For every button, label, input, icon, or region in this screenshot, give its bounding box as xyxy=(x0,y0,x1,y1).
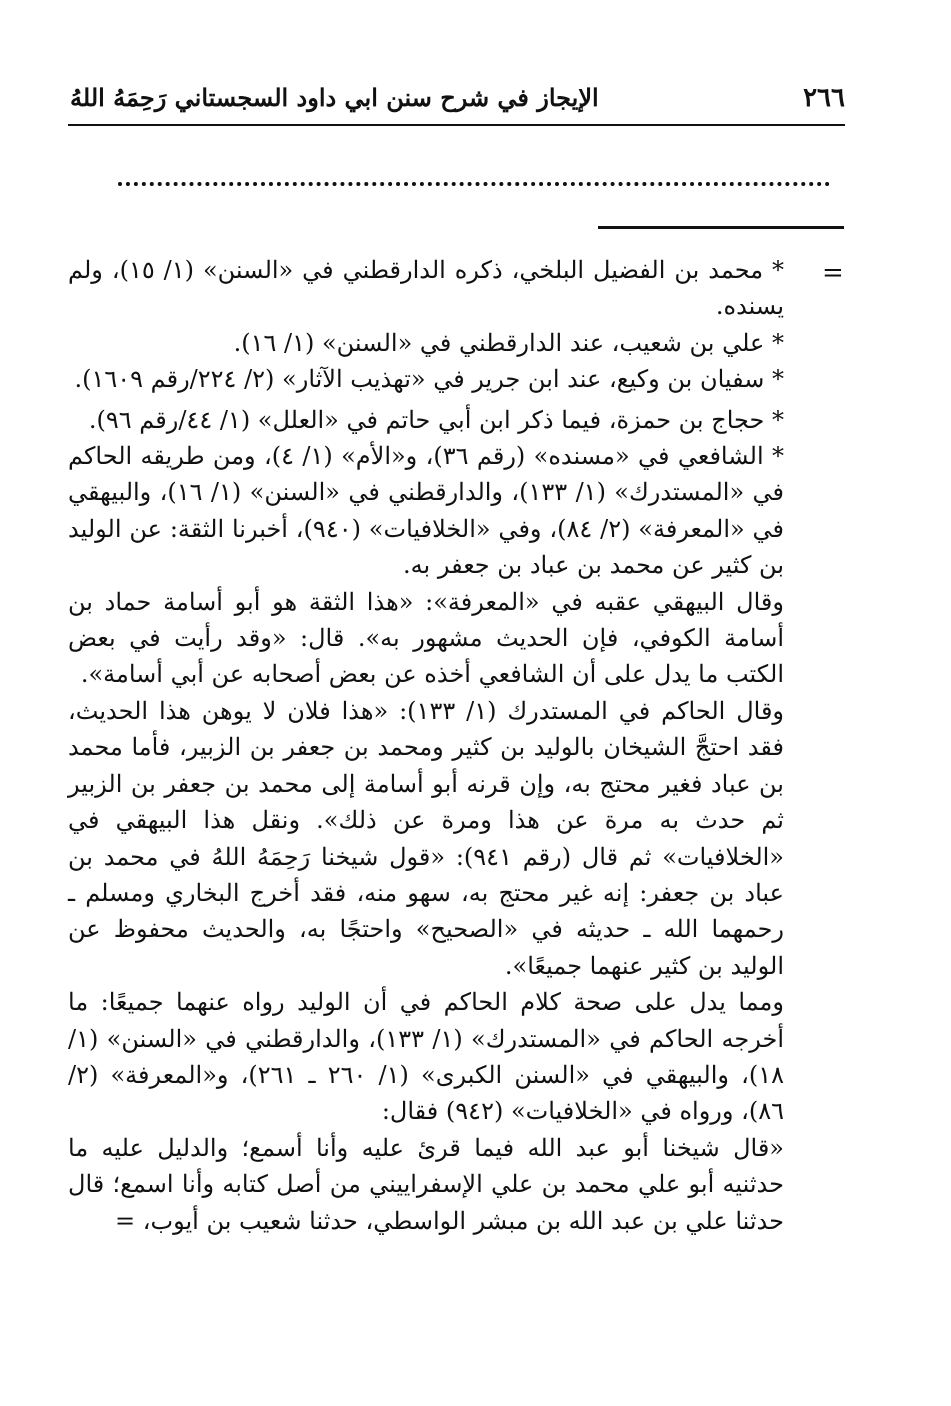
paragraph-narrator-2: * علي بن شعيب، عند الدارقطني في «السنن» (١/ ١٦). xyxy=(233,328,784,357)
paragraph-narrator-3: * سفيان بن وكيع، عند ابن جرير في «تهذيب الآثار» (٢/ ٢٢٤/رقم ١٦٠٩). xyxy=(74,365,784,394)
paragraph-narrator-1: * محمد بن الفضيل البلخي، ذكره الدارقطني في «السنن» (١/ ١٥)، ولم يسنده. xyxy=(68,256,784,321)
footnote-rule xyxy=(598,226,844,229)
header-rule xyxy=(68,124,845,126)
footnote-body xyxy=(68,252,784,1239)
paragraph-bayhaqi-comment: وقال البيهقي عقبه في «المعرفة»: «هذا الثقة هو أبو أسامة حماد بن أسامة الكوفي، فإن الحديث مشهور به». قال: «وقد رأيت في بعض الكتب ما يدل على أن الشافعي أخذه عن بعض أصحابه عن أبي أسامة». xyxy=(68,587,784,689)
paragraph-supporting-evidence: ومما يدل على صحة كلام الحاكم في أن الوليد رواه عنهما جميعًا: ما أخرجه الحاكم في «المستدرك» (١/ ١٣٣)، والدارقطني في «السنن» (١/ ١٨)، والبيهقي في «السنن الكبرى» (١/ ٢٦٠ ـ ٢٦١)، و«المعرفة» (٢/ ٨٦)، ورواه في «الخلافيات» (٩٤٢) فقال: xyxy=(68,988,784,1126)
paragraph-hakim-comment: وقال الحاكم في المستدرك (١/ ١٣٣): «هذا فلان لا يوهن هذا الحديث، فقد احتجَّ الشيخان بالوليد بن كثير ومحمد بن جعفر بن الزبير، فأما محمد بن عباد فغير محتج به، وإن قرنه أبو أسامة إلى محمد بن جعفر بن الزبير ثم حدث به مرة عن هذا ومرة عن ذلك». ونقل هذا البيهقي في «الخلافيات» ثم قال (رقم ٩٤١): «قول شيخنا رَحِمَهُ اللهُ في محمد بن عباد بن جعفر: إنه غير محتج به، سهو منه، فقد أخرج البخاري ومسلم ـ رحمهما الله ـ حديثه في «الصحيح» واحتجًا به، والحديث محفوظ عن الوليد بن كثير عنهما جميعًا». xyxy=(68,696,785,980)
page-header xyxy=(70,78,845,118)
page-number: ٢٦٦ xyxy=(803,83,845,113)
paragraph-quotation: «قال شيخنا أبو عبد الله فيما قرئ عليه وأنا أسمع؛ والدليل عليه ما حدثنيه أبو علي محمد بن علي الإسفراييني من أصل كتابه وأنا اسمع؛ قال حدثنا علي بن عبد الله بن مبشر الواسطي، حدثنا شعيب بن أيوب، = xyxy=(68,1133,784,1235)
paragraph-narrator-5: * الشافعي في «مسنده» (رقم ٣٦)، و«الأم» (١/ ٤)، ومن طريقه الحاكم في «المستدرك» (١/ ١٣٣)، والدارقطني في «السنن» (١/ ١٦)، والبيهقي في «المعرفة» (٢/ ٨٤)، وفي «الخلافيات» (٩٤٠)، أخبرنا الثقة: عن الوليد بن كثير عن محمد بن عباد بن جعفر به. xyxy=(68,442,785,580)
continuation-mark: = xyxy=(822,258,844,288)
paragraph-narrator-4: * حجاج بن حمزة، فيما ذكر ابن أبي حاتم في «العلل» (١/ ٤٤/رقم ٩٦). xyxy=(88,405,784,434)
running-title: الإيجاز في شرح سنن ابي داود السجستاني رَحِمَهُ اللهُ xyxy=(70,83,599,112)
dotted-separator xyxy=(118,182,830,186)
